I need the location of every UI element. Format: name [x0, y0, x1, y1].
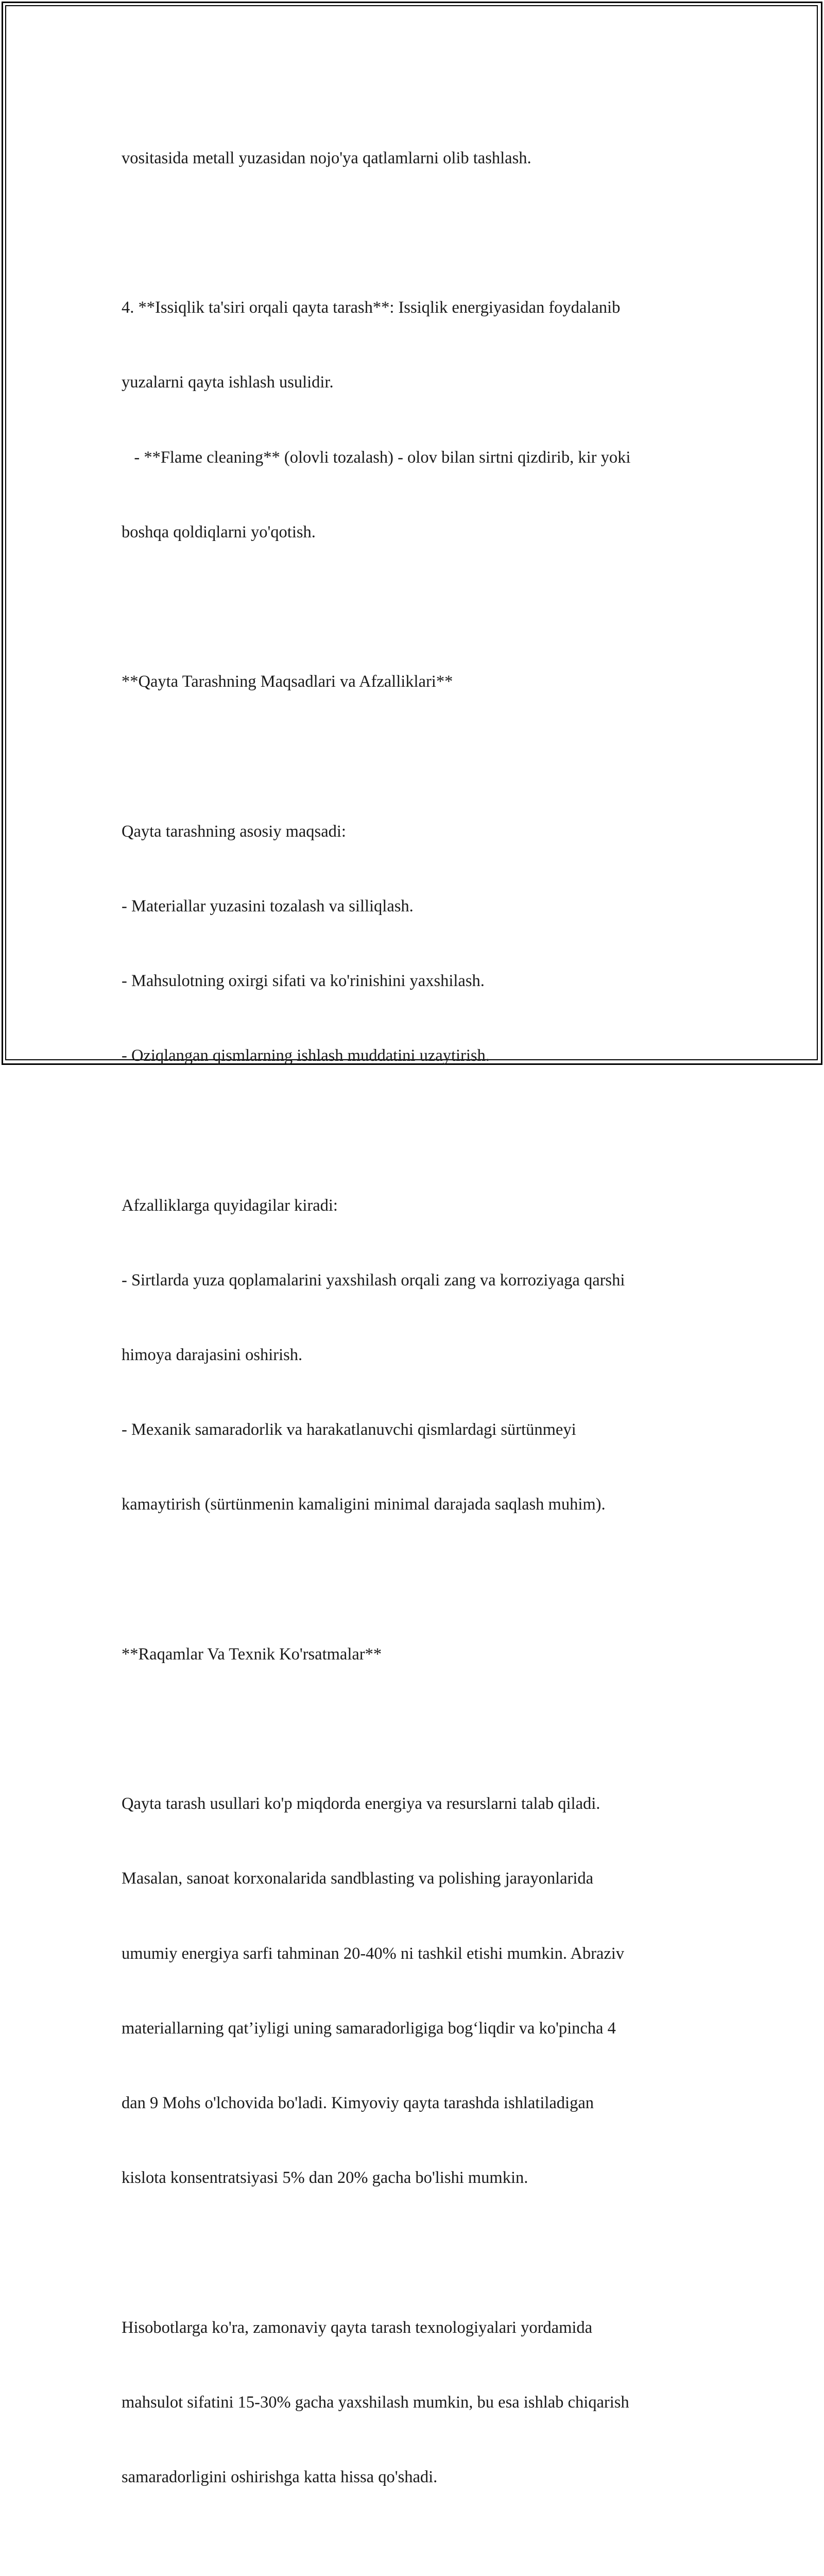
blank-line: [122, 2539, 714, 2564]
text-line: materiallarning qat’iyligi uning samaradorligiga bog‘liqdir va ko'pincha 4: [122, 2019, 616, 2038]
text-line: mahsulot sifatini 15-30% gacha yaxshilash mumkin, bu esa ishlab chiqarish: [122, 2393, 629, 2412]
text-line: samaradorligini oshirishga katta hissa qo'shadi.: [122, 2468, 438, 2487]
blank-line: [122, 2241, 714, 2265]
text-line: Afzalliklarga quyidagilar kiradi:: [122, 1196, 338, 1215]
text-line: Qayta tarash usullari ko'p miqdorda energiya va resurslarni talab qiladi.: [122, 1794, 600, 1814]
list-item: - Mahsulotning oxirgi sifati va ko'rinishini yaxshilash.: [122, 972, 485, 991]
list-item: - Mexanik samaradorlik va harakatlanuvchi qismlardagi sürtünmeyi: [122, 1420, 576, 1439]
text-line: kamaytirish (sürtünmenin kamaligini minimal darajada saqlash muhim).: [122, 1495, 606, 1514]
blank-line: [122, 1118, 714, 1143]
blank-line: [122, 595, 714, 619]
section-heading: **Raqamlar Va Texnik Ko'rsatmalar**: [122, 1645, 382, 1664]
list-item: - Sirtlarda yuza qoplamalarini yaxshilash orqali zang va korroziyaga qarshi: [122, 1270, 625, 1290]
blank-line: [122, 221, 714, 245]
text-line: yuzalarni qayta ishlash usulidir.: [122, 373, 334, 392]
text-line: Qayta tarashning asosiy maqsadi:: [122, 822, 346, 841]
section-heading: **Qayta Tarashning Maqsadlari va Afzalliklari**: [122, 672, 453, 691]
text-line: Masalan, sanoat korxonalarida sandblasting va polishing jarayonlarida: [122, 1869, 594, 1888]
document-body: [122, 96, 714, 2576]
list-item: - Oziqlangan qismlarning ishlash muddatini uzaytirish.: [122, 1046, 490, 1065]
text-line: Hisobotlarga ko'ra, zamonaviy qayta tarash texnologiyalari yordamida: [122, 2318, 593, 2337]
blank-line: [122, 1717, 714, 1741]
text-line: - **Flame cleaning** (olovli tozalash) - olov bilan sirtni qizdirib, kir yoki: [122, 448, 631, 467]
text-line: vositasida metall yuzasidan nojo'ya qatlamlarni olib tashlash.: [122, 148, 531, 167]
text-line: kislota konsentratsiyasi 5% dan 20% gacha bo'lishi mumkin.: [122, 2168, 528, 2188]
text-line: himoya darajasini oshirish.: [122, 1346, 303, 1365]
text-line: dan 9 Mohs o'lchovida bo'ladi. Kimyoviy qayta tarashda ishlatiladigan: [122, 2094, 594, 2113]
text-line: umumiy energiya sarfi tahminan 20-40% ni tashkil etishi mumkin. Abraziv: [122, 1944, 625, 1963]
text-line: 4. **Issiqlik ta'siri orqali qayta tarash**: Issiqlik energiyasidan foydalanib: [122, 298, 621, 317]
text-line: boshqa qoldiqlarni yo'qotish.: [122, 522, 316, 541]
blank-line: [122, 1567, 714, 1592]
blank-line: [122, 744, 714, 769]
list-item: - Materiallar yuzasini tozalash va silliqlash.: [122, 896, 414, 916]
